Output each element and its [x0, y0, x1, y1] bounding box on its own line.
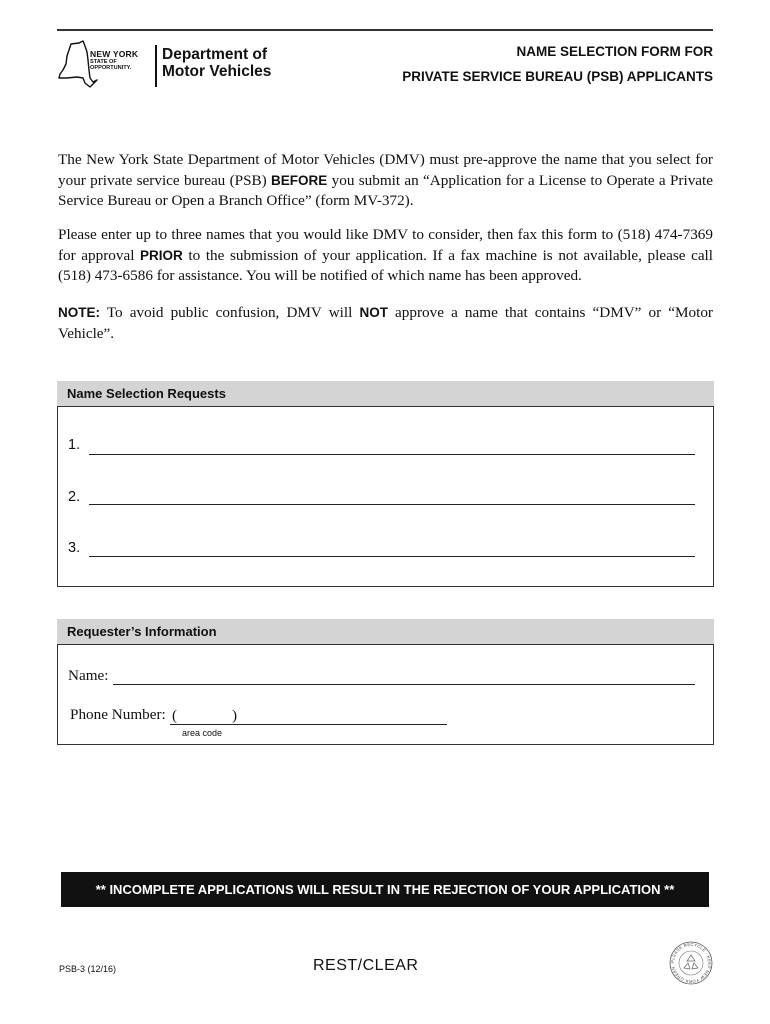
seal-text: PLEASE RECYCLE · KEEP NEW YORK GREEN · [669, 941, 713, 985]
requester-name-label: Name: [68, 667, 109, 684]
name-selection-heading: Name Selection Requests [57, 381, 714, 406]
recycle-seal-icon [668, 940, 714, 986]
form-number: PSB-3 (12/16) [59, 964, 117, 974]
name-request-3-label: 3. [68, 540, 81, 556]
logo-state-of-opportunity: STATE OF OPPORTUNITY. [90, 59, 132, 72]
requester-info-heading: Requester’s Information [57, 619, 714, 644]
dmv-logo [57, 40, 287, 90]
phone-number-field[interactable] [170, 724, 447, 725]
form-title-line2: PRIVATE SERVICE BUREAU (PSB) APPLICANTS [402, 69, 713, 84]
logo-divider [155, 45, 157, 87]
logo-department-name: Department of Motor Vehicles [162, 46, 272, 80]
requester-info-box [57, 644, 714, 745]
area-code-open-paren: ( [172, 707, 178, 724]
requester-name-field[interactable] [113, 684, 695, 685]
phone-number-label: Phone Number: [70, 706, 166, 723]
area-code-close-paren: ) [232, 707, 238, 724]
intro-paragraph-2: Please enter up to three names that you would like DMV to consider, then fax this form to (518) 474-7369 for approval PRIOR to the submission of your application. If a fax machine is not available, please call (518) 473-6586 for assistance. You will be notified of which name has been approved. [58, 226, 713, 284]
incomplete-warning-banner: ** INCOMPLETE APPLICATIONS WILL RESULT IN THE REJECTION OF YOUR APPLICATION ** [61, 872, 709, 907]
name-request-1-field[interactable] [89, 454, 695, 455]
name-request-1-label: 1. [68, 437, 81, 453]
name-request-2-field[interactable] [89, 504, 695, 505]
reset-clear-button[interactable]: REST/CLEAR [313, 957, 419, 974]
form-title-line1: NAME SELECTION FORM FOR [516, 44, 713, 59]
note-paragraph: NOTE: To avoid public confusion, DMV will NOT approve a name that contains “DMV” or “Motor Vehicle”. [58, 304, 713, 342]
logo-new-york: NEW YORK [90, 49, 139, 59]
intro-paragraph-1: The New York State Department of Motor Vehicles (DMV) must pre-approve the name that you select for your private service bureau (PSB) BEFORE you submit an “Application for a License to Operate a Private Service Bureau or Open a Branch Office” (form MV-372). [58, 151, 714, 209]
name-request-2-label: 2. [68, 489, 81, 505]
area-code-hint: area code [182, 728, 223, 738]
name-request-3-field[interactable] [89, 556, 695, 557]
name-selection-box [57, 406, 714, 587]
top-rule [57, 29, 713, 31]
